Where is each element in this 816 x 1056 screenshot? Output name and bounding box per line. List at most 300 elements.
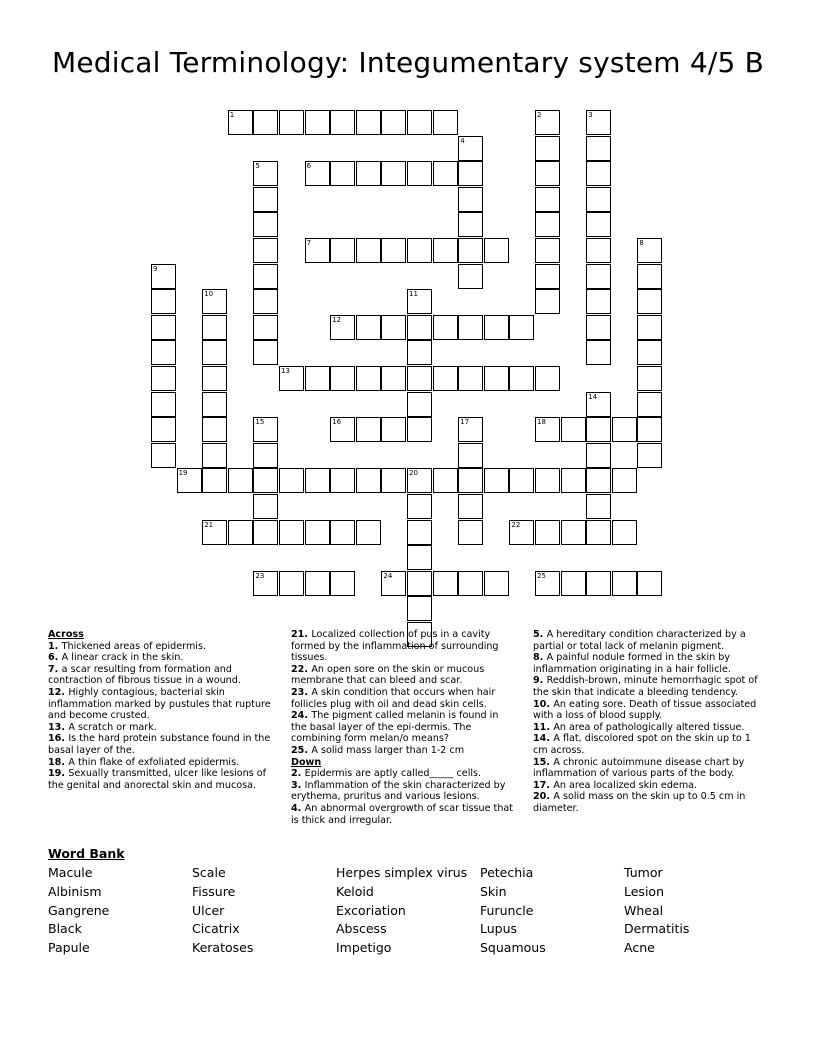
- clue-text: A thin flake of exfoliated epidermis.: [68, 756, 240, 768]
- crossword-cell[interactable]: [151, 289, 176, 314]
- crossword-cell[interactable]: [253, 315, 278, 340]
- word-bank-item: Wheal: [624, 902, 664, 918]
- clue-number-label: 11.: [533, 721, 554, 733]
- crossword-cell[interactable]: [356, 315, 381, 340]
- clue-text: An area of pathologically altered tissue.: [553, 721, 745, 733]
- clue-number: 24: [383, 571, 393, 580]
- clue-text: An abnormal overgrowth of scar tissue that is thick and irregular.: [291, 802, 514, 826]
- crossword-cell[interactable]: [509, 468, 534, 493]
- crossword-cell[interactable]: [586, 136, 611, 161]
- crossword-cell[interactable]: [305, 238, 330, 263]
- word-bank-item: Black: [48, 921, 82, 937]
- clue-text: Is the hard protein substance found in the basal layer of the.: [48, 733, 271, 756]
- crossword-cell[interactable]: [202, 417, 227, 442]
- crossword-cell[interactable]: [612, 417, 637, 442]
- crossword-cell[interactable]: [433, 571, 458, 596]
- crossword-cell[interactable]: [330, 468, 355, 493]
- clues-column-1: [48, 629, 280, 791]
- clue-number: 17: [460, 418, 470, 427]
- clue: [291, 780, 515, 803]
- crossword-cell[interactable]: [458, 571, 483, 596]
- clue: [48, 687, 280, 722]
- crossword-cell[interactable]: [586, 187, 611, 212]
- clue-text: A painful nodule formed in the skin by inflammation originating in a hair follicle.: [533, 652, 731, 675]
- crossword-cell[interactable]: [586, 468, 611, 493]
- crossword-cell[interactable]: [637, 571, 662, 596]
- crossword-cell[interactable]: [228, 110, 253, 135]
- crossword-cell[interactable]: [458, 315, 483, 340]
- clue-number: 14: [588, 392, 598, 401]
- crossword-cell[interactable]: [586, 212, 611, 237]
- crossword-cell[interactable]: [586, 571, 611, 596]
- crossword-cell[interactable]: [637, 289, 662, 314]
- crossword-cell[interactable]: [433, 161, 458, 186]
- word-bank-item: Lesion: [624, 883, 664, 899]
- clue-number: 6: [306, 162, 312, 171]
- clue-number: 19: [178, 469, 188, 478]
- word-bank-item: Acne: [624, 940, 655, 956]
- crossword-cell[interactable]: [330, 110, 355, 135]
- crossword-cell[interactable]: [458, 212, 483, 237]
- crossword-cell[interactable]: [151, 366, 176, 391]
- clue: [48, 722, 280, 734]
- clue: [48, 757, 280, 769]
- crossword-cell[interactable]: [561, 571, 586, 596]
- crossword-cell[interactable]: [407, 417, 432, 442]
- crossword-cell[interactable]: [586, 520, 611, 545]
- clue-number: 9: [153, 264, 158, 273]
- crossword-cell[interactable]: [305, 571, 330, 596]
- crossword-cell[interactable]: [612, 571, 637, 596]
- crossword-cell[interactable]: [202, 289, 227, 314]
- crossword-cell[interactable]: [202, 443, 227, 468]
- crossword-cell[interactable]: [202, 340, 227, 365]
- crossword-cell[interactable]: [279, 571, 304, 596]
- crossword-cell[interactable]: [433, 366, 458, 391]
- word-bank-item: Dermatitis: [624, 921, 690, 937]
- clue: [48, 768, 280, 791]
- crossword-cell[interactable]: [484, 238, 509, 263]
- clue: [533, 629, 765, 652]
- crossword-cell[interactable]: [535, 289, 560, 314]
- crossword-cell[interactable]: [151, 417, 176, 442]
- crossword-cell[interactable]: [561, 468, 586, 493]
- word-bank-item: Lupus: [480, 921, 518, 937]
- crossword-cell[interactable]: [458, 494, 483, 519]
- clue: [291, 745, 515, 757]
- crossword-cell[interactable]: [407, 520, 432, 545]
- crossword-cell[interactable]: [381, 238, 406, 263]
- crossword-cell[interactable]: [637, 443, 662, 468]
- crossword-cell[interactable]: [202, 366, 227, 391]
- crossword-cell[interactable]: [253, 494, 278, 519]
- word-bank-item: Abscess: [336, 921, 387, 937]
- crossword-cell[interactable]: [356, 238, 381, 263]
- crossword-cell[interactable]: [407, 161, 432, 186]
- crossword-cell[interactable]: [330, 520, 355, 545]
- crossword-cell[interactable]: [458, 417, 483, 442]
- crossword-cell[interactable]: [586, 392, 611, 417]
- clue-number-label: 12.: [48, 686, 69, 698]
- word-bank-item: Excoriation: [336, 902, 406, 918]
- clue-text: An area localized skin edema.: [553, 779, 698, 791]
- word-bank-item: Ulcer: [192, 902, 225, 918]
- crossword-cell[interactable]: [586, 289, 611, 314]
- crossword-cell[interactable]: [151, 392, 176, 417]
- crossword-cell[interactable]: [202, 315, 227, 340]
- crossword-cell[interactable]: [586, 417, 611, 442]
- crossword-cell[interactable]: [433, 468, 458, 493]
- crossword-cell[interactable]: [586, 161, 611, 186]
- crossword-cell[interactable]: [228, 520, 253, 545]
- clue-number-label: 24.: [291, 710, 312, 722]
- clue-number: 3: [588, 111, 593, 119]
- crossword-cell[interactable]: [202, 468, 227, 493]
- crossword-cell[interactable]: [458, 136, 483, 161]
- clue-number: 25: [537, 571, 546, 580]
- crossword-cell[interactable]: [253, 161, 278, 186]
- clues-column-2: [291, 629, 515, 826]
- crossword-cell[interactable]: [484, 315, 509, 340]
- word-bank-item: Keloid: [336, 883, 374, 899]
- crossword-cell[interactable]: [253, 289, 278, 314]
- crossword-cell[interactable]: [407, 110, 432, 135]
- clue-text: Epidermis are aptly called_____ cells.: [304, 768, 482, 780]
- crossword-cell[interactable]: [202, 392, 227, 417]
- clue: [291, 687, 515, 710]
- clue-number-label: 1.: [48, 640, 62, 652]
- clue: [533, 780, 765, 792]
- crossword-cell[interactable]: [407, 289, 432, 314]
- crossword-cell[interactable]: [612, 468, 637, 493]
- word-bank-column: [192, 864, 253, 958]
- crossword-cell[interactable]: [381, 468, 406, 493]
- crossword-cell[interactable]: [356, 468, 381, 493]
- crossword-cell[interactable]: [202, 520, 227, 545]
- crossword-cell[interactable]: [535, 417, 560, 442]
- crossword-cell[interactable]: [228, 468, 253, 493]
- crossword-cell[interactable]: [381, 417, 406, 442]
- crossword-cell[interactable]: [305, 468, 330, 493]
- crossword-cell[interactable]: [407, 315, 432, 340]
- clue-number: 23: [255, 571, 265, 580]
- clue: [48, 733, 280, 756]
- across-heading: Across: [48, 629, 84, 640]
- crossword-cell[interactable]: [458, 366, 483, 391]
- crossword-cell[interactable]: [637, 392, 662, 417]
- clue: [533, 675, 765, 698]
- crossword-cell[interactable]: [561, 520, 586, 545]
- clue: [291, 803, 515, 826]
- clue-number: 15: [255, 418, 265, 427]
- crossword-cell[interactable]: [253, 468, 278, 493]
- crossword-cell[interactable]: [407, 494, 432, 519]
- crossword-cell[interactable]: [330, 238, 355, 263]
- crossword-cell[interactable]: [458, 187, 483, 212]
- crossword-cell[interactable]: [407, 545, 432, 570]
- clue: [291, 710, 515, 745]
- crossword-cell[interactable]: [356, 366, 381, 391]
- crossword-cell[interactable]: [330, 571, 355, 596]
- crossword-cell[interactable]: [535, 212, 560, 237]
- crossword-cell[interactable]: [535, 238, 560, 263]
- word-bank-item: Macule: [48, 865, 93, 880]
- crossword-cell[interactable]: [535, 468, 560, 493]
- crossword-cell[interactable]: [433, 238, 458, 263]
- crossword-cell[interactable]: [330, 366, 355, 391]
- crossword-cell[interactable]: [586, 494, 611, 519]
- clue: [533, 733, 765, 756]
- crossword-cell[interactable]: [458, 443, 483, 468]
- crossword-cell[interactable]: [637, 340, 662, 365]
- word-bank-item: Albinism: [48, 883, 102, 899]
- crossword-cell[interactable]: [407, 571, 432, 596]
- clue-number: 1: [229, 111, 235, 119]
- crossword-cell[interactable]: [253, 443, 278, 468]
- crossword-cell[interactable]: [407, 366, 432, 391]
- word-bank-item: Impetigo: [336, 940, 392, 956]
- word-bank-item: Skin: [480, 883, 507, 899]
- crossword-cell[interactable]: [586, 340, 611, 365]
- clue: [291, 664, 515, 687]
- clue: [48, 641, 280, 653]
- crossword-cell[interactable]: [330, 417, 355, 442]
- crossword-cell[interactable]: [535, 366, 560, 391]
- clue-number-label: 6.: [48, 652, 62, 664]
- crossword-cell[interactable]: [509, 315, 534, 340]
- crossword-cell[interactable]: [535, 136, 560, 161]
- clue: [533, 699, 765, 722]
- clue-text: A hereditary condition characterized by a partial or total lack of melanin pigment.: [533, 629, 746, 652]
- clue-number-label: 14.: [533, 733, 554, 745]
- crossword-cell[interactable]: [407, 238, 432, 263]
- crossword-cell[interactable]: [305, 520, 330, 545]
- clue-text: An open sore on the skin or mucous membrane that can bleed and scar.: [291, 663, 485, 687]
- clue-number: 13: [281, 367, 290, 375]
- clue-text: An eating sore. Death of tissue associated with a loss of blood supply.: [533, 698, 757, 722]
- crossword-cell[interactable]: [253, 520, 278, 545]
- crossword-cell[interactable]: [535, 110, 560, 135]
- clue-number: 4: [460, 136, 465, 145]
- crossword-cell[interactable]: [484, 468, 509, 493]
- clue: [291, 629, 515, 664]
- clue-number-label: 4.: [291, 802, 305, 814]
- crossword-cell[interactable]: [407, 392, 432, 417]
- word-bank-item: Squamous: [480, 940, 546, 956]
- crossword-cell[interactable]: [330, 315, 355, 340]
- word-bank-title: Word Bank: [48, 846, 125, 861]
- crossword-cell[interactable]: [356, 417, 381, 442]
- clue-number: 5: [255, 162, 260, 171]
- crossword-cell[interactable]: [381, 315, 406, 340]
- crossword-cell[interactable]: [253, 187, 278, 212]
- clue-text: a scar resulting from formation and contraction of fibrous tissue in a wound.: [48, 663, 241, 687]
- clue: [48, 652, 280, 664]
- crossword-cell[interactable]: [637, 238, 662, 263]
- clue-number: 20: [409, 469, 418, 478]
- crossword-cell[interactable]: [535, 571, 560, 596]
- clue-text: Localized collection of pus in a cavity formed by the inflammation of surrounding tissues.: [291, 629, 499, 664]
- crossword-cell[interactable]: [535, 187, 560, 212]
- clue-number-label: 23.: [291, 686, 312, 698]
- word-bank-item: Furuncle: [480, 902, 534, 918]
- clue-text: A solid mass larger than 1-2 cm: [311, 744, 465, 756]
- clue: [533, 652, 765, 675]
- crossword-cell[interactable]: [586, 110, 611, 135]
- clue-text: A chronic autoimmune disease chart by inflammation of various parts of the body.: [533, 756, 745, 780]
- crossword-cell[interactable]: [535, 520, 560, 545]
- crossword-cell[interactable]: [586, 315, 611, 340]
- clue-text: Thickened areas of epidermis.: [61, 640, 207, 652]
- crossword-cell[interactable]: [305, 366, 330, 391]
- crossword-cell[interactable]: [586, 264, 611, 289]
- word-bank-item: Keratoses: [192, 940, 254, 956]
- crossword-cell[interactable]: [151, 340, 176, 365]
- clue-text: A solid mass on the skin up to 0.5 cm in diameter.: [533, 791, 746, 814]
- crossword-cell[interactable]: [356, 161, 381, 186]
- crossword-cell[interactable]: [509, 520, 534, 545]
- clue-number-label: 17.: [533, 779, 554, 791]
- crossword-cell[interactable]: [356, 110, 381, 135]
- clue-number-label: 25.: [291, 744, 312, 756]
- word-bank-item: Petechia: [480, 865, 534, 880]
- crossword-cell[interactable]: [305, 161, 330, 186]
- clue: [533, 757, 765, 780]
- crossword-cell[interactable]: [356, 520, 381, 545]
- crossword-cell[interactable]: [381, 110, 406, 135]
- clue-number: 12: [332, 315, 342, 324]
- crossword-cell[interactable]: [458, 468, 483, 493]
- clue-number-label: 5.: [533, 629, 547, 640]
- clue-number-label: 7.: [48, 663, 62, 675]
- clue-number: 22: [511, 520, 521, 529]
- crossword-cell[interactable]: [637, 366, 662, 391]
- clue-number-label: 19.: [48, 768, 69, 780]
- crossword-cell[interactable]: [279, 468, 304, 493]
- clue-number-label: 3.: [291, 779, 305, 791]
- crossword-cell[interactable]: [484, 571, 509, 596]
- clue-text: A scratch or mark.: [68, 721, 157, 733]
- clue-number: 7: [306, 239, 312, 247]
- clue-text: Inflammation of the skin characterized by erythema, pruritus and various lesions.: [291, 779, 506, 803]
- word-bank-column: [48, 864, 109, 958]
- crossword-cell[interactable]: [561, 417, 586, 442]
- crossword-cell[interactable]: [637, 264, 662, 289]
- crossword-cell[interactable]: [279, 366, 304, 391]
- word-bank-item: Herpes simplex virus: [336, 865, 468, 880]
- clue-number: 21: [204, 520, 214, 529]
- crossword-cell[interactable]: [253, 212, 278, 237]
- crossword-cell[interactable]: [407, 468, 432, 493]
- crossword-cell[interactable]: [305, 110, 330, 135]
- word-bank-item: Fissure: [192, 883, 236, 899]
- crossword-cell[interactable]: [484, 366, 509, 391]
- crossword-cell[interactable]: [253, 238, 278, 263]
- clue-number: 2: [537, 111, 542, 119]
- clue-number: 16: [332, 418, 342, 427]
- crossword-cell[interactable]: [458, 161, 483, 186]
- clue-number-label: 18.: [48, 756, 69, 768]
- clue-number-label: 21.: [291, 629, 312, 640]
- clue: [533, 722, 765, 734]
- clue-number-label: 13.: [48, 721, 69, 733]
- clue-number-label: 20.: [533, 791, 554, 803]
- word-bank-column: [336, 864, 467, 958]
- clue-text: A linear crack in the skin.: [61, 652, 184, 664]
- clue-number-label: 2.: [291, 768, 305, 780]
- crossword-cell[interactable]: [253, 340, 278, 365]
- crossword-cell[interactable]: [535, 264, 560, 289]
- clue: [48, 664, 280, 687]
- crossword-cell[interactable]: [535, 161, 560, 186]
- clue-text: The pigment called melanin is found in the basal layer of the epi-dermis. The combining form melan/o means?: [291, 710, 499, 745]
- crossword-cell[interactable]: [279, 110, 304, 135]
- crossword-cell[interactable]: [612, 520, 637, 545]
- crossword-cell[interactable]: [509, 366, 534, 391]
- crossword-cell[interactable]: [253, 264, 278, 289]
- page-title: Medical Terminology: Integumentary system 4/5 B: [51, 46, 765, 79]
- crossword-cell[interactable]: [407, 340, 432, 365]
- crossword-cell[interactable]: [433, 315, 458, 340]
- crossword-cell[interactable]: [407, 596, 432, 621]
- crossword-cell[interactable]: [586, 443, 611, 468]
- word-bank-item: Gangrene: [48, 902, 110, 918]
- clues-column-3: [533, 629, 765, 815]
- word-bank-item: Scale: [192, 865, 226, 880]
- crossword-cell[interactable]: [381, 571, 406, 596]
- clue-number-label: 10.: [533, 698, 554, 710]
- clue: [533, 791, 765, 814]
- crossword-cell[interactable]: [330, 161, 355, 186]
- clue-number-label: 16.: [48, 733, 69, 745]
- word-bank-column: [480, 864, 546, 958]
- crossword-cell[interactable]: [381, 161, 406, 186]
- crossword-cell[interactable]: [253, 110, 278, 135]
- clue-text: Reddish-brown, minute hemorrhagic spot of the skin that indicate a bleeding tendency.: [533, 675, 758, 698]
- clue-text: A flat, discolored spot on the skin up to 1 cm across.: [533, 733, 751, 756]
- crossword-cell[interactable]: [151, 315, 176, 340]
- clue-text: Sexually transmitted, ulcer like lesions of the genital and anorectal skin and mucosa.: [48, 768, 267, 791]
- crossword-cell[interactable]: [458, 238, 483, 263]
- word-bank-item: Cicatrix: [192, 921, 240, 937]
- word-bank-item: Tumor: [624, 865, 663, 880]
- word-bank-column: [624, 864, 689, 958]
- clue-number: 8: [639, 239, 644, 247]
- clue-number: 18: [537, 418, 546, 427]
- crossword-cell[interactable]: [151, 443, 176, 468]
- clue-number-label: 15.: [533, 756, 554, 768]
- clue-number: 11: [409, 290, 418, 299]
- crossword-cell[interactable]: [279, 520, 304, 545]
- clue: [291, 768, 515, 780]
- clue-number-label: 22.: [291, 663, 312, 675]
- crossword-cell[interactable]: [637, 315, 662, 340]
- crossword-cell[interactable]: [177, 468, 202, 493]
- down-heading: Down: [291, 756, 322, 768]
- crossword-cell[interactable]: [381, 366, 406, 391]
- word-bank-item: Papule: [48, 940, 90, 956]
- crossword-cell[interactable]: [253, 417, 278, 442]
- crossword-cell[interactable]: [151, 264, 176, 289]
- clue-text: Highly contagious, bacterial skin inflammation marked by pustules that rupture and become crusted.: [48, 686, 271, 722]
- crossword-cell[interactable]: [458, 520, 483, 545]
- crossword-cell[interactable]: [586, 238, 611, 263]
- crossword-cell[interactable]: [458, 264, 483, 289]
- crossword-cell[interactable]: [433, 110, 458, 135]
- clue-text: A skin condition that occurs when hair follicles plug with oil and dead skin cells.: [291, 686, 496, 710]
- crossword-cell[interactable]: [637, 417, 662, 442]
- crossword-cell[interactable]: [253, 571, 278, 596]
